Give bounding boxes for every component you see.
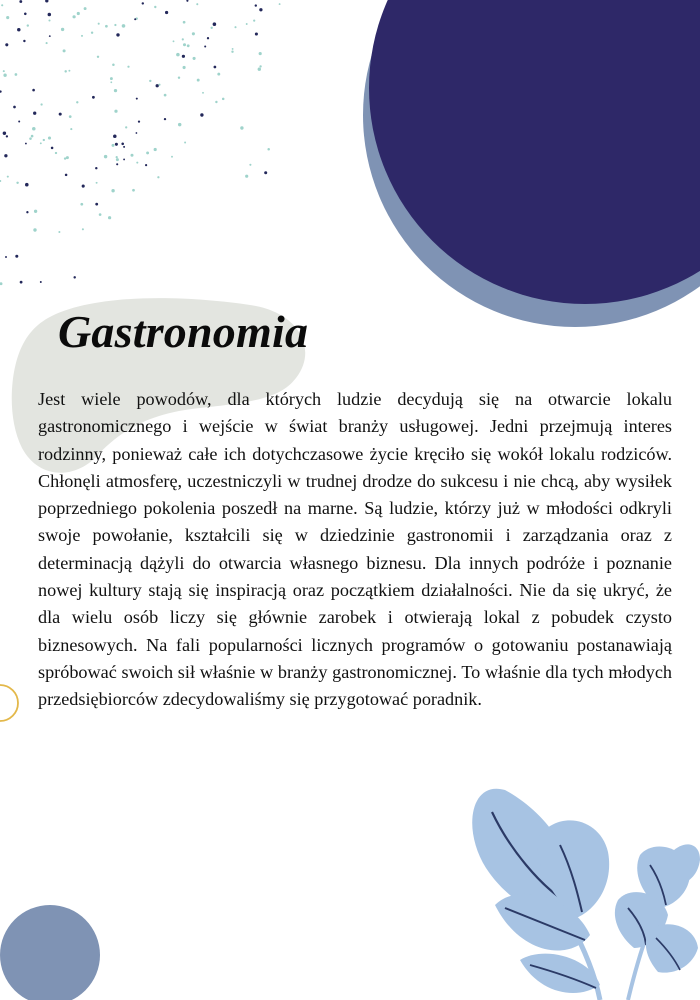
confetti-dot xyxy=(127,66,129,68)
confetti-dot xyxy=(192,32,195,35)
confetti-dot xyxy=(134,18,136,20)
confetti-dot xyxy=(5,43,8,46)
confetti-dot xyxy=(110,81,112,83)
confetti-dot xyxy=(234,26,236,28)
confetti-dot xyxy=(183,43,186,46)
confetti-dot xyxy=(15,73,18,76)
confetti-dot xyxy=(91,32,93,34)
confetti-dot xyxy=(222,98,225,101)
confetti-dot xyxy=(33,228,36,231)
confetti-dot xyxy=(27,24,29,26)
confetti-dot xyxy=(122,24,126,28)
confetti-dot xyxy=(58,231,60,233)
confetti-dot xyxy=(232,48,234,50)
confetti-dot xyxy=(97,56,99,58)
confetti-dot xyxy=(32,89,35,92)
confetti-dot xyxy=(116,158,119,161)
confetti-dot xyxy=(116,33,119,36)
confetti-dot xyxy=(16,182,18,184)
confetti-dot xyxy=(207,37,209,39)
confetti-dot xyxy=(31,135,34,138)
confetti-dot xyxy=(92,96,95,99)
confetti-dot xyxy=(145,164,147,166)
confetti-dot xyxy=(259,8,262,11)
confetti-dot xyxy=(64,70,66,72)
confetti-dot xyxy=(202,92,204,94)
confetti-dot xyxy=(0,282,2,285)
confetti-dot xyxy=(65,174,68,177)
confetti-dot xyxy=(48,13,52,17)
confetti-dot xyxy=(171,156,173,158)
confetti-dot xyxy=(112,144,115,147)
confetti-dot xyxy=(279,3,281,5)
confetti-dot xyxy=(114,89,117,92)
confetti-dot xyxy=(255,32,258,35)
confetti-dot xyxy=(82,228,84,230)
confetti-dot xyxy=(246,23,248,25)
confetti-dot xyxy=(204,45,206,47)
confetti-dot xyxy=(18,121,20,123)
confetti-dot xyxy=(98,23,100,25)
confetti-dot xyxy=(76,101,78,103)
confetti-dot xyxy=(258,68,261,71)
confetti-dot xyxy=(156,84,159,87)
confetti-dot xyxy=(17,28,20,31)
confetti-dot xyxy=(264,171,267,174)
confetti-dot xyxy=(154,148,157,151)
confetti-dot xyxy=(45,0,48,3)
confetti-dot xyxy=(33,112,36,115)
confetti-dot xyxy=(231,50,233,52)
confetti-dot xyxy=(34,210,37,213)
confetti-dot xyxy=(104,155,107,158)
confetti-dot xyxy=(7,176,9,178)
confetti-dot xyxy=(5,256,7,258)
confetti-dot xyxy=(115,143,118,146)
confetti-dot xyxy=(132,189,135,192)
confetti-dot xyxy=(73,276,75,278)
confetti-dot xyxy=(81,35,83,37)
confetti-dot xyxy=(3,132,6,135)
confetti-dot xyxy=(142,2,144,4)
confetti-dot xyxy=(125,126,127,128)
confetti-dot xyxy=(24,13,27,16)
confetti-dot xyxy=(214,66,217,69)
bottom-left-circle-decoration xyxy=(0,905,100,1000)
confetti-dot xyxy=(112,63,115,66)
confetti-dot xyxy=(68,70,70,72)
confetti-dot xyxy=(154,6,156,8)
confetti-dot xyxy=(123,158,125,160)
confetti-dot xyxy=(108,216,111,219)
confetti-dot xyxy=(116,163,118,165)
confetti-dot xyxy=(26,211,28,213)
confetti-dot xyxy=(0,90,2,92)
confetti-dot xyxy=(149,80,151,82)
confetti-dot xyxy=(51,147,54,150)
confetti-dot xyxy=(245,175,248,178)
confetti-dot xyxy=(240,126,243,129)
confetti-dot xyxy=(29,137,32,140)
confetti-dot xyxy=(217,73,220,76)
confetti-dot xyxy=(138,121,140,123)
confetti-dot xyxy=(40,281,42,283)
confetti-dot xyxy=(59,113,62,116)
confetti-dot xyxy=(136,162,138,164)
confetti-dot xyxy=(40,142,42,144)
confetti-dot xyxy=(113,134,117,138)
confetti-dot xyxy=(19,0,22,3)
confetti-dot xyxy=(49,35,51,37)
confetti-dot xyxy=(15,255,18,258)
confetti-dot xyxy=(105,25,108,28)
confetti-dot xyxy=(196,3,198,5)
confetti-dot xyxy=(249,164,251,166)
confetti-dot xyxy=(6,135,8,137)
confetti-dot xyxy=(6,16,9,19)
confetti-dot xyxy=(255,4,257,6)
confetti-dot xyxy=(63,49,66,52)
confetti-dot xyxy=(25,183,29,187)
confetti-dot xyxy=(197,79,200,82)
confetti-dot xyxy=(130,154,133,157)
confetti-dot xyxy=(182,55,185,58)
confetti-dot xyxy=(32,127,36,131)
body-paragraph: Jest wiele powodów, dla których ludzie decydują się na otwarcie lokalu gastronomicznego i wejście w świat branży usługowej. Jedni przejmują interes rodzinny, ponieważ całe ich dotychczasowe życie kręciło się wokół lokalu rodziców. Chłonęli atmosferę, uczestniczyli w trudnej drodze do sukcesu i nie chcą, aby wysiłek poprzedniego pokolenia poszedł na marne. Są ludzie, którzy już w młodości odkryli swoje powołanie, kształcili się w dziedzinie gastronomii i zarządzania oraz z determinacją dążyli do otwarcia własnego biznesu. Dla innych podróże i poznanie nowej kultury stają się inspiracją oraz początkiem działalności. Nie da się ukryć, że dla wielu osób liczy się głównie zarobek i otwierają lokal z pobudek czysto biznesowych. Na fali popularności licznych programów o gotowaniu postanawiają spróbować swoich sił właśnie w branży gastronomicznej. To właśnie dla tych młodych przedsiębiorców zdecydowaliśmy się przygotować poradnik. xyxy=(38,389,672,710)
confetti-dot xyxy=(1,4,3,6)
confetti-dots-decoration xyxy=(0,0,281,285)
confetti-dot xyxy=(72,15,75,18)
confetti-dot xyxy=(259,65,261,67)
confetti-dot xyxy=(164,118,166,120)
confetti-dot xyxy=(136,98,138,100)
confetti-dot xyxy=(186,0,188,2)
confetti-dot xyxy=(46,42,48,44)
confetti-dot xyxy=(211,27,213,29)
confetti-dot xyxy=(183,66,186,69)
confetti-dot xyxy=(173,40,175,42)
leaf-branch-decoration xyxy=(472,789,700,1000)
confetti-dot xyxy=(99,213,102,216)
confetti-dot xyxy=(158,84,160,86)
confetti-dot xyxy=(48,19,50,21)
confetti-dot xyxy=(114,110,117,113)
confetti-dot xyxy=(0,180,1,182)
confetti-dot xyxy=(66,156,69,159)
confetti-dot xyxy=(20,281,23,284)
confetti-dot xyxy=(25,143,27,145)
top-right-circle-decoration xyxy=(363,0,700,327)
confetti-dot xyxy=(259,52,262,55)
confetti-dot xyxy=(267,148,270,151)
confetti-dot xyxy=(184,142,186,144)
confetti-dot xyxy=(55,152,57,154)
confetti-dot xyxy=(165,11,168,14)
confetti-dot xyxy=(40,103,42,105)
confetti-dot xyxy=(146,151,149,154)
confetti-dot xyxy=(43,139,45,141)
confetti-dot xyxy=(164,94,167,97)
confetti-dot xyxy=(84,7,87,10)
confetti-dot xyxy=(123,146,125,148)
confetti-dot xyxy=(178,123,181,126)
confetti-dot xyxy=(193,57,196,60)
confetti-dot xyxy=(48,136,51,139)
confetti-dot xyxy=(116,156,118,158)
confetti-dot xyxy=(178,76,180,78)
confetti-dot xyxy=(96,182,98,184)
confetti-dot xyxy=(157,176,159,178)
confetti-dot xyxy=(110,77,113,80)
confetti-dot xyxy=(95,203,98,206)
confetti-dot xyxy=(95,167,97,169)
confetti-dot xyxy=(176,53,180,57)
confetti-dot xyxy=(3,74,6,77)
confetti-dot xyxy=(111,189,114,192)
gold-ring-decoration xyxy=(0,685,18,721)
confetti-dot xyxy=(213,22,217,26)
confetti-dot xyxy=(70,128,72,130)
confetti-dot xyxy=(77,12,80,15)
confetti-dot xyxy=(183,21,186,24)
confetti-dot xyxy=(23,40,25,42)
confetti-dot xyxy=(69,115,72,118)
confetti-dot xyxy=(4,154,7,157)
page-title: Gastronomia xyxy=(58,306,309,357)
confetti-dot xyxy=(114,24,116,26)
confetti-dot xyxy=(200,113,203,116)
confetti-dot xyxy=(80,203,83,206)
confetti-dot xyxy=(182,38,184,40)
confetti-dot xyxy=(3,70,5,72)
confetti-dot xyxy=(253,20,255,22)
confetti-dot xyxy=(13,106,16,109)
confetti-dot xyxy=(82,185,85,188)
confetti-dot xyxy=(136,132,138,134)
confetti-dot xyxy=(187,44,190,47)
confetti-dot xyxy=(61,28,64,31)
confetti-dot xyxy=(215,101,217,103)
confetti-dot xyxy=(121,143,124,146)
